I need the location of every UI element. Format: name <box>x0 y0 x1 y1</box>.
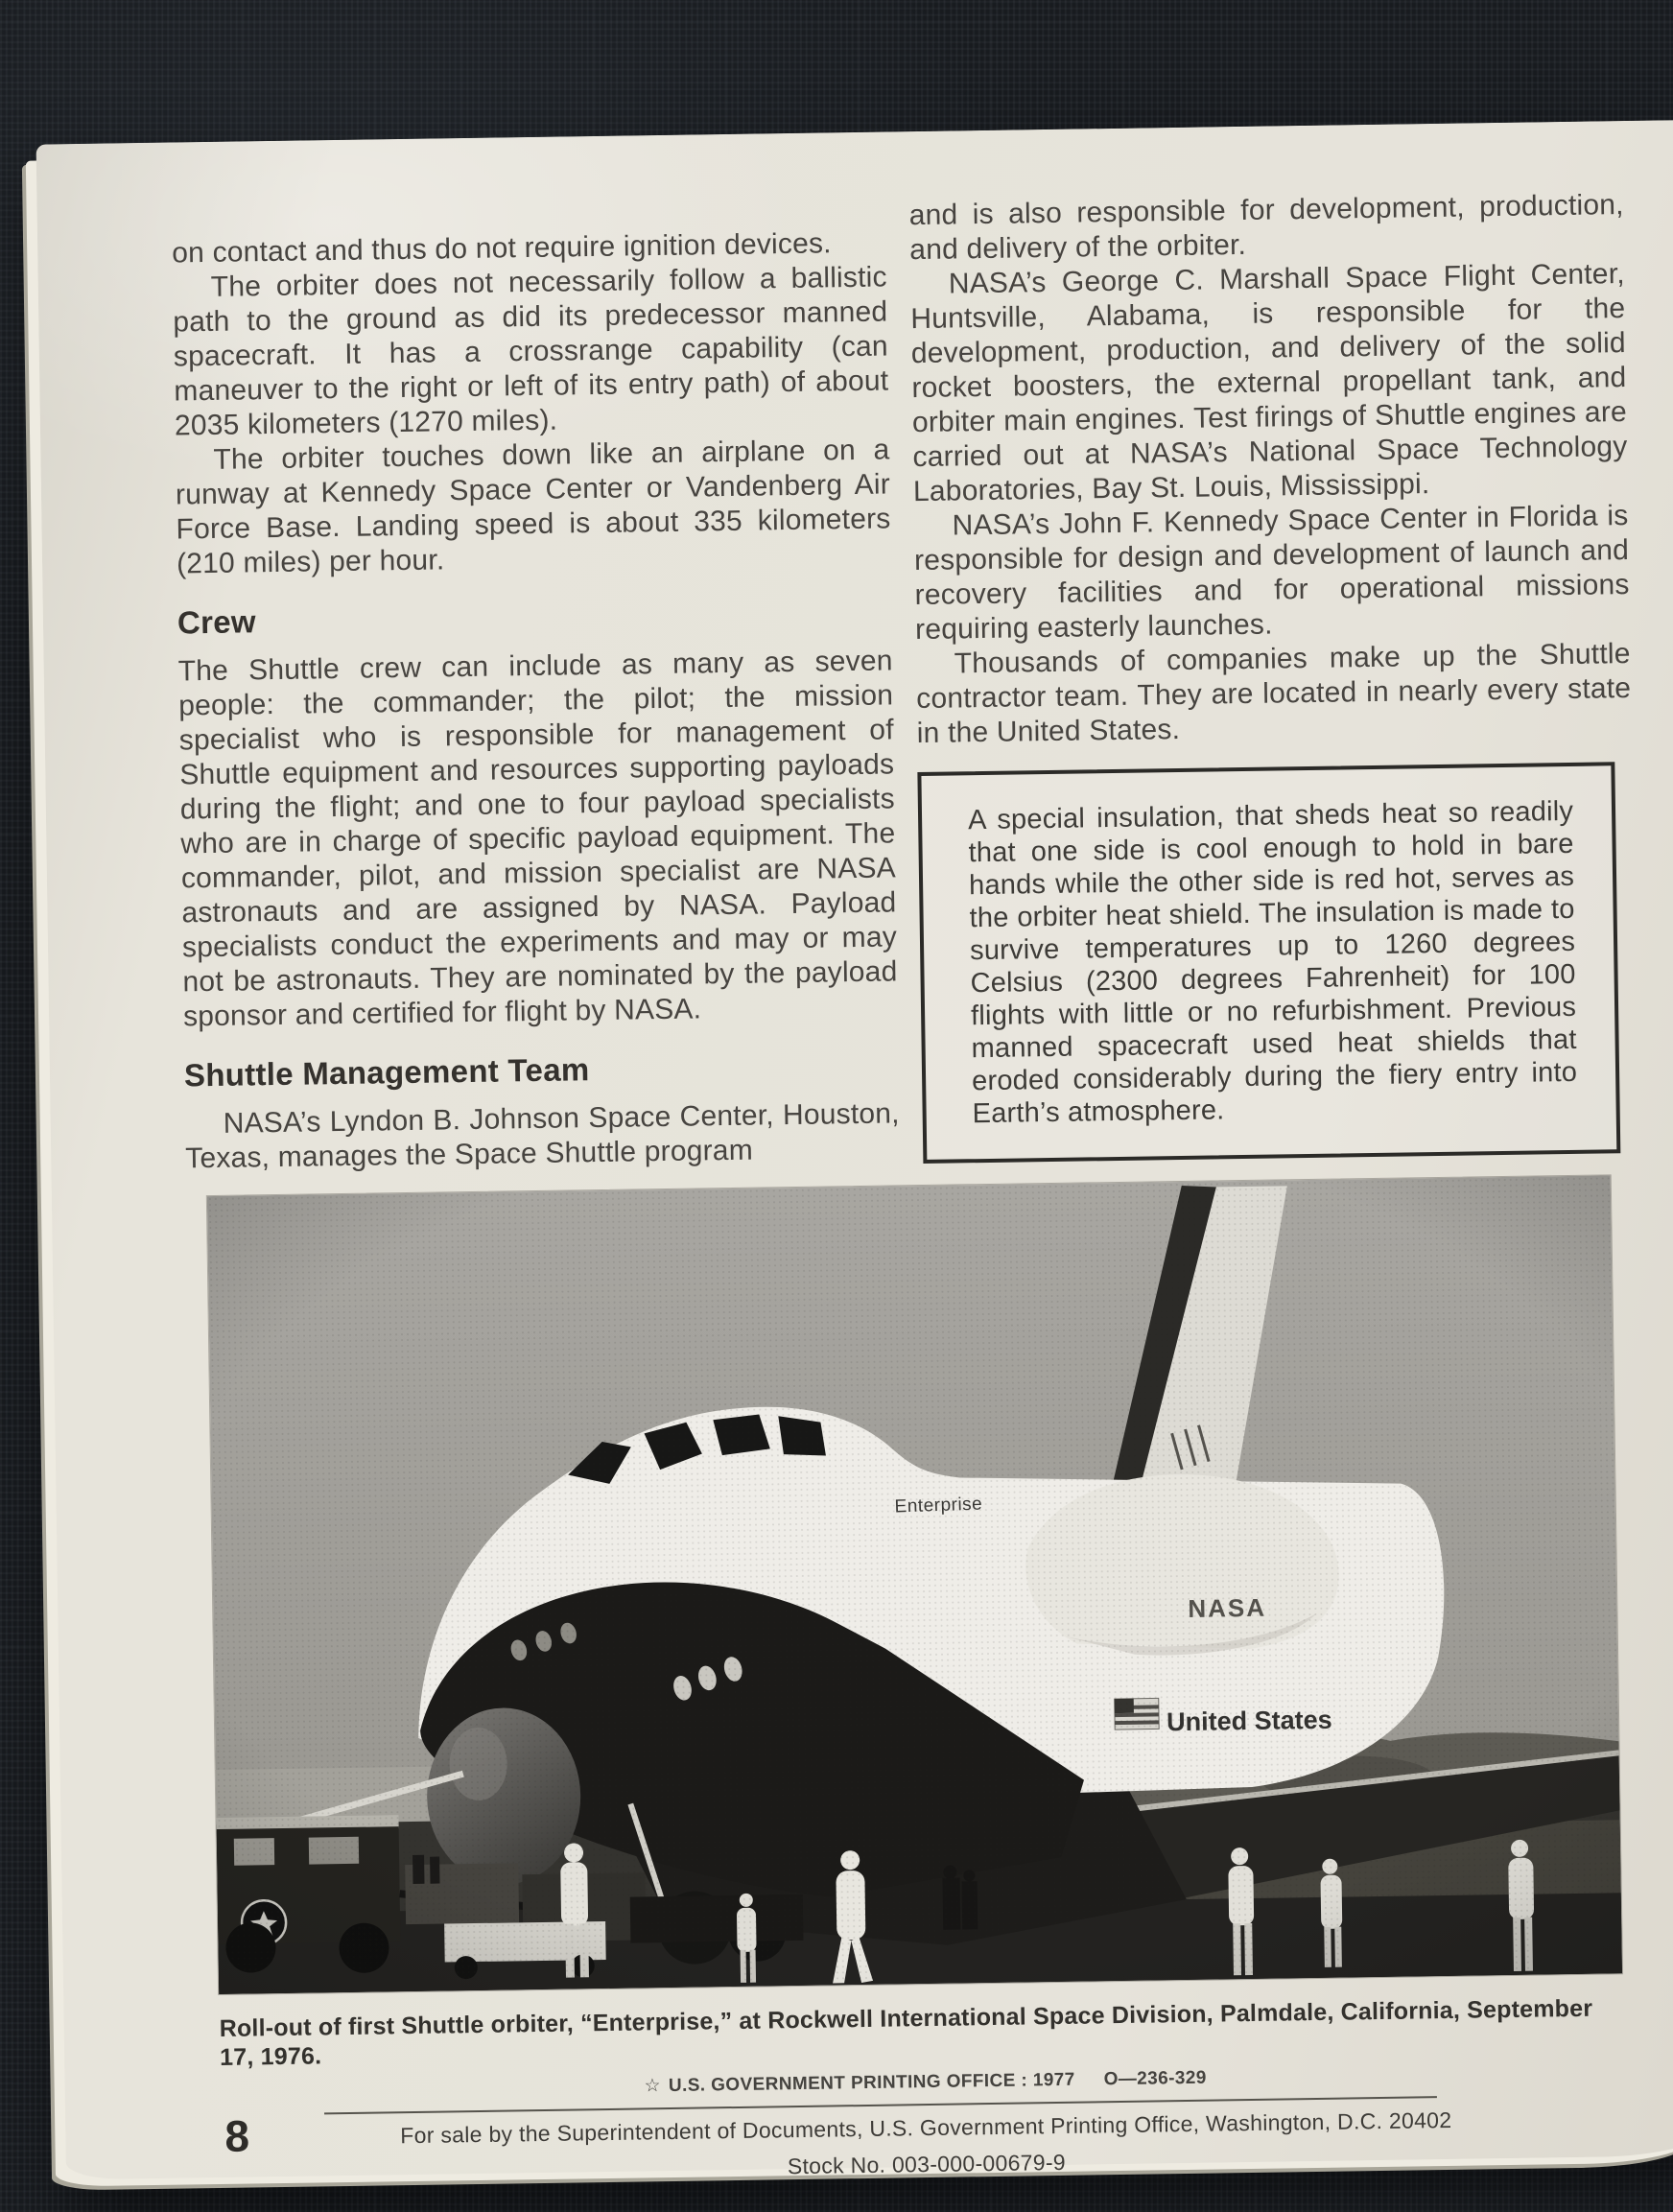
photo-vignette <box>207 1175 1622 1994</box>
page-number: 8 <box>224 2110 250 2161</box>
heading-crew: Crew <box>177 603 257 641</box>
scanned-page <box>36 120 1673 2179</box>
paragraph-orbiter-delivery: and is also responsible for development, production, and delivery of the orbiter. <box>908 189 1624 267</box>
heading-shuttle-management-team: Shuttle Management Team <box>183 1051 590 1094</box>
paragraph-management: NASA’s Lyndon B. Johnson Space Center, Houston, Texas, manages the Space Shuttle program <box>185 1097 900 1175</box>
paragraph-orbiter-path: The orbiter does not necessarily follow a ballistic path to the ground as did its predecessor manned spacecraft. It has a crossrange capability (can maneuver to the right or left of its entry path) of about 2035 kilometers (1270 miles). <box>173 261 889 442</box>
paragraph-continuation: on contact and thus do not require ignition devices. <box>172 227 832 270</box>
left-column <box>172 199 901 1176</box>
star-icon: ☆ <box>644 2076 662 2097</box>
photo-illustration <box>207 1175 1622 1994</box>
enterprise-rollout-photo <box>207 1175 1622 1994</box>
gpo-number: O—236-329 <box>1103 2067 1207 2090</box>
paragraph-kennedy-center: NASA’s John F. Kennedy Space Center in Florida is responsible for design and development of launch and recovery facilities and for operational missions requiring easterly launches. <box>913 500 1630 647</box>
gpo-text: U.S. GOVERNMENT PRINTING OFFICE : 1977 <box>668 2069 1075 2097</box>
paragraph-marshall-center: NASA’s George C. Marshall Space Flight Center, Huntsville, Alabama, is responsible for the development, production, and delivery of the solid rocket boosters, the external propellant tank, and orbiter main engines. Test firings of Shuttle engines are carried out at NASA’s National Space Technology Laboratories, Bay St. Louis, Mississippi. <box>910 258 1628 508</box>
paragraph-crew: The Shuttle crew can include as many as seven people: the commander; the pilot; the mission specialist who is responsible for management of Shuttle equipment and resources supporting payloads during the flight; and one to four payload specialists who are in charge of specific payload equipment. The commander, pilot, and mission specialist are NASA astronauts and are assigned by NASA. Payload specialists conduct the experiments and may or may not be astronauts. They are nominated by the payload sponsor and certified for flight by NASA. <box>177 645 898 1033</box>
paragraph-landing: The orbiter touches down like an airplane on a runway at Kennedy Space Center or Vandenberg Air Force Base. Landing speed is about 335 kilometers (210 miles) per hour. <box>175 434 891 580</box>
insulation-sidebar-box <box>917 762 1620 1164</box>
paragraph-contractors: Thousands of companies make up the Shuttle contractor team. They are located in nearly every state in the United States. <box>915 638 1632 750</box>
right-column <box>908 188 1638 1165</box>
two-column-text <box>172 188 1638 1176</box>
insulation-text: A special insulation, that sheds heat so readily that one side is cool enough to hold in bare hands while the other side is red hot, serves as the orbiter heat shield. The insulation is made to survive temperatures up to 1260 degrees Celsius (2300 degrees Fahrenheit) for 100 flights with little or no refurbishment. Previous manned spacecraft used heat shields that eroded considerably during the fiery entry into Earth’s atmosphere. <box>967 795 1578 1130</box>
stock-number-line: Stock No. 003-000-00679-9 <box>787 2149 1067 2179</box>
sale-line: For sale by the Superintendent of Documents, U.S. Government Printing Office, Washington, D.C. 20402 <box>400 2106 1452 2149</box>
photo-caption: Roll-out of first Shuttle orbiter, “Enterprise,” at Rockwell International Space Division, Palmdale, California, September 17, 1976. <box>219 1994 1593 2071</box>
